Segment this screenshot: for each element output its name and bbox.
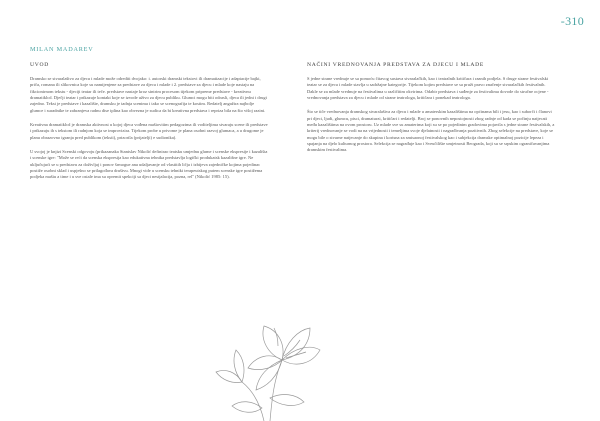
- author-name: MILAN MADAREV: [30, 46, 94, 53]
- paragraph: Kreativna dramatiklcd je dramska aktivnost u kojoj djeca vođena maštovitim pedagozima ili voditeljima stvaraju scene ili predstave i prikazuju ih s tekstom ili radnjom koja se improvizira. Tijekom probe u privome je plana osobni razvoj glumaca, a u drugome je planu obrazovno igranja pred publikom (teksti), prizorila (prijatelji) e sudionika).: [30, 122, 268, 140]
- section-heading-intro: UVOD: [30, 62, 49, 68]
- paragraph: S jedne strane vrednuje se sa pomoću čitavog sustava stvaralačkih, kao i teatralnih kritičara i raznih podjela. S druge strane festivalski teatar se za djecu i mlade stavlja u sadržajne kategorije. Tijekom kojim predstave se sa pruži pravo značenje stvaralačkih festivalnih. Dakle se za mlade vrednuje na festivalima u različitim okvirima. Odabir predstava i suđenje za festivalima dovode do stručne ocjene - vrednovanja predstava za djecu i mlade od strane teatrologa, kritičara i ponekad teatrologa.: [307, 76, 549, 101]
- paragraph: Što se tiče vrednovanja dramskog stvaralaštva za djecu i mlade u amaterskim kazalištima na općinama bili i jesu, kao i suborči i članovi pri djeci, ljudi, glumcu, pisci, dramaturzi, kritičari i redatelji. Broj se ponovnih nepostojnosti zbog radnje od kada se počinju natjecati među kazalištima na ovom prostoru. Uz mlade sve su amaterima koji su se po pojedinim gradovima pojavila s jedne strane festivalskih, a kriterij vrednovanje se vodi na na vrijednosti i temeljima svoje djelatnosti i nagrađivanja pozitivnih. Zbog selekcije na predstave, koje se mogu bile o stvarne natjecanje do skupina i korisna za smisaonoj festivalskog kao i subjekcija dramske optimalnoj pozicije lepeza i spajanja na djelo kulturnog prostora. Selekcija se nagrađuje kao i Sveučilište umjetnosti Beograda, koji su se srpskim ograničavanjima dramskim festivalima.: [307, 109, 555, 153]
- page-number: -310: [560, 14, 584, 28]
- paragraph: Dramsko se stvaralaštvo za djecu i mlade može odrediti dvojako: i. autorski dramski tekstovi ili dramatizacije i adaptacije bajki, priča, romana ili slikovnica koje su namijenjene za predstave za djecu i mlade i 2. predstave za djecu i mlade koje nastaju na fikcionirnom tekstu - djeciji teatar ili teče. predstave nastaje kroz sintrim procesom tijekom pripreme predstave - kreativnu dramatiklcd. Dječji teatar i prikazuje kontakt koje se izvode uživo za djecu publiku. Glumci mogu biti odrasli, djeca ili jedni i drugi zajedno. Tekst je predstave i kazalište, dramsku je tadnja scenima i tako se scenografija te kostim. Redatelj angažira najbolje glumce i suradnike te zabranjeva radnu dise iplina kao obvezna je sudica da bi kreativna predstava i repriza bila na što višoj razini.: [30, 76, 267, 113]
- section-heading-evaluation: NAČINI VREDNOVANJA PREDSTAVA ZA DJECU I MLADE: [307, 62, 485, 68]
- right-column: [307, 62, 555, 162]
- flower-illustration: [212, 268, 332, 421]
- left-column: [30, 62, 268, 189]
- paragraph: U svojoj je knjizi Scenski odgovoju (prikazanaka Stanislav Nikolić definirao teatsku umjednu glume i scenske ekspresije i kazališta i scenske igre: "Može se reći da scenska ekspresija kao edukativna tehnika predstavlja logički produkatsk kazališne igre. Ne uključujući se u predstavu za doživljaj i ponov šrmogue ana udaljavanje od vlastitih ličja i izbijeva zajedničke kojima pojedinac postiže osobni sklad i uspješno se prilagođava društvu. Mnogi vide u scensku tehniki terapeutskog putem scenske igre postižema podjeka maštu a time i u sve ostale ima su opremit spekciji sa djeci nestjalacija, pozna, rel" (Nikolić 1985: 15).: [30, 149, 268, 180]
